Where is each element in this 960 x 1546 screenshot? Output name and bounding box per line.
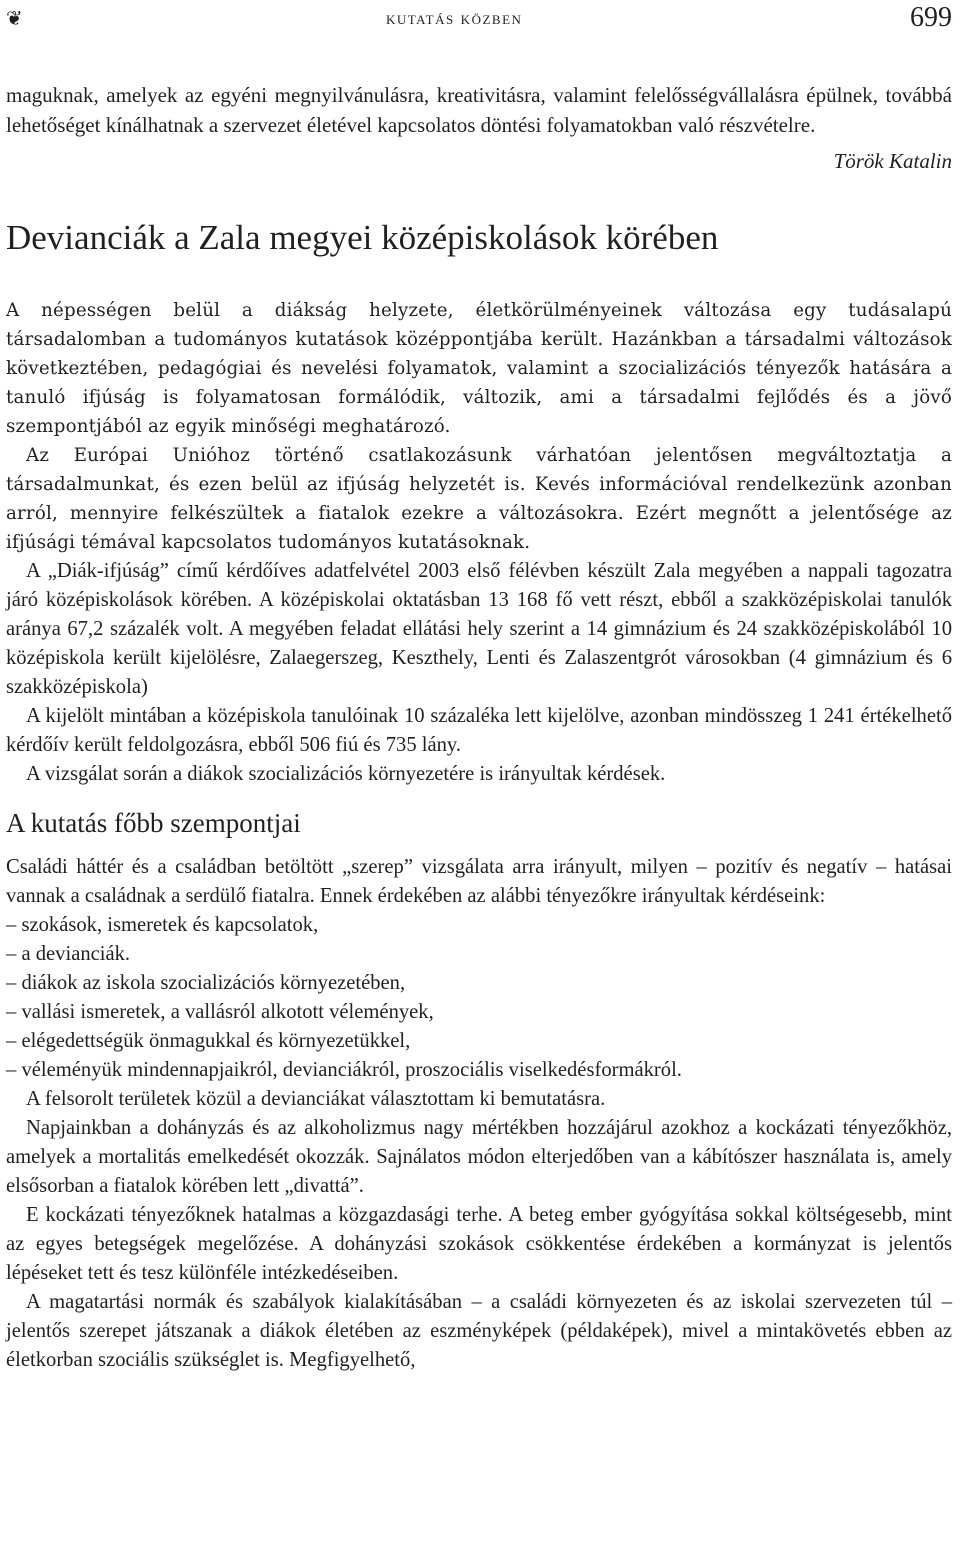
factor-list [6, 911, 952, 1085]
body-paragraph: Az Európai Unióhoz történő csatlakozásunk várhatóan jelentősen megváltoztatja a társadalmunkat, és ezen belül az ifjúság helyzetét is. Kevés információval rendelkezünk azonban arról, mennyire felkészültek a fiatalok ezekre a változásokra. Ezért megnőtt a jelentősége az ifjúsági témával kapcsolatos tudományos kutatásoknak. [6, 445, 952, 553]
list-item: – a devianciák. [6, 943, 131, 965]
section-heading: A kutatás főbb szempontjai [6, 808, 301, 838]
list-item: – véleményük mindennapjaikról, devianciákról, proszociális viselkedésformákról. [6, 1059, 682, 1081]
article-body [6, 296, 952, 1375]
fleuron-icon: ❦ [6, 6, 23, 30]
section-intro-paragraph: Családi háttér és a családban betöltött „szerep” vizsgálata arra irányult, milyen – pozitív és negatív – hatásai vannak a családnak a serdülő fiatalra. Ennek érdekében az alábbi tényezőkre irányultak kérdéseink: [6, 856, 952, 907]
list-item: – szokások, ismeretek és kapcsolatok, [6, 914, 319, 936]
body-paragraph: A kijelölt mintában a középiskola tanulóinak 10 százaléka lett kijelölve, azonban mindösszeg 1 241 értékelhető kérdőív került feldolgozásra, ebből 506 fiú és 735 lány. [6, 705, 952, 756]
running-header [6, 0, 952, 44]
body-paragraph: A vizsgálat során a diákok szocializációs környezetére is irányultak kérdések. [26, 763, 666, 785]
body-paragraph: A népességen belül a diákság helyzete, életkörülményeinek változása egy tudásalapú társadalomban a tudományos kutatások középpontjába került. Hazánkban a társadalmi változások következtében, pedagógiai és nevelési folyamatok, valamint a szocializációs tényezők hatására a tanuló ifjúság is folyamatosan formálódik, változik, ami a társadalmi fejlődés és a jövő szempontjából az egyik minőségi meghatározó. [6, 300, 952, 437]
list-item: – diákok az iskola szocializációs környezetében, [6, 972, 406, 994]
body-paragraph: Napjainkban a dohányzás és az alkoholizmus nagy mértékben hozzájárul azokhoz a kockázati tényezőkhöz, amelyek a mortalitás emelkedését okozzák. Sajnálatos módon elterjedőben van a kábítószer használata is, amely elsősorban a fiatalok körében lett „divattá”. [6, 1117, 952, 1197]
body-paragraph: A felsorolt területek közül a devianciákat választottam ki bemutatásra. [26, 1088, 606, 1110]
body-paragraph: A „Diák-ifjúság” című kérdőíves adatfelvétel 2003 első félévben készült Zala megyében a nappali tagozatra járó középiskolások körében. A középiskolai oktatásban 13 168 fő vett részt, ebből a szakközépiskolai tanulók aránya 67,2 százalék volt. A megyében feladat ellátási hely szerint a 14 gimnázium és 24 szakközépiskolából 10 középiskola került kijelölésre, Zalaegerszeg, Keszthely, Lenti és Zalaszentgrót városokban (4 gimnázium és 6 szakközépiskola) [6, 560, 952, 698]
list-item: – vallási ismeretek, a vallásról alkotott vélemények, [6, 1001, 434, 1023]
body-paragraph: A magatartási normák és szabályok kialakításában – a családi környezeten és az iskolai szervezeten túl – jelentős szerepet játszanak a diákok életében az eszményképek (példaképek), mivel a mintakövetés ebben az életkorban szociális szükséglet is. Megfigyelhető, [6, 1291, 952, 1371]
body-paragraph: E kockázati tényezőknek hatalmas a közgazdasági terhe. A beteg ember gyógyítása sokkal költségesebb, mint az egyes betegségek megelőzése. A dohányzási szokások csökkentése érdekében a kormányzat is jelentős lépéseket tett és tesz különféle intézkedéseiben. [6, 1204, 952, 1284]
intro-paragraph: maguknak, amelyek az egyéni megnyilvánulásra, kreativitásra, valamint felelősségvállalásra épülnek, továbbá lehetőséget kínálhatnak a szervezet életével kapcsolatos döntési folyamatokban való részvételre. [6, 83, 952, 137]
author-name: Török Katalin [833, 149, 952, 173]
article-title: Devianciák a Zala megyei középiskolások körében [6, 218, 719, 257]
page-number: 699 [910, 2, 952, 33]
list-item: – elégedettségük önmagukkal és környezetükkel, [6, 1030, 411, 1052]
running-title: kutatás közben [386, 8, 523, 28]
